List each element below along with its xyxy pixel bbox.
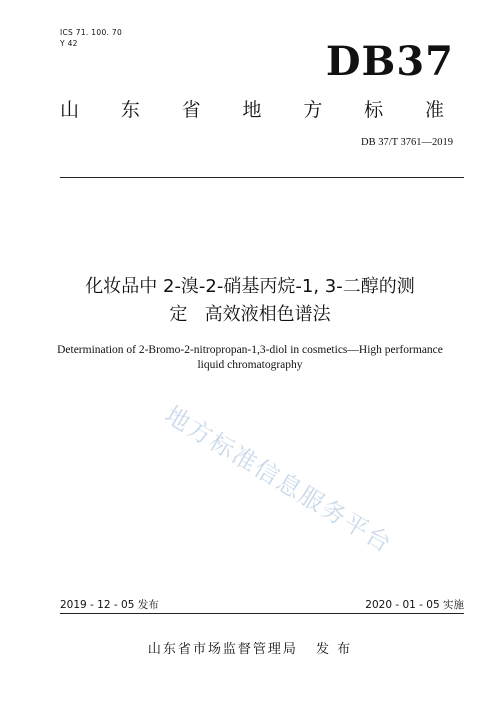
- chinese-title: [40, 273, 460, 329]
- english-title-line-1: Determination of 2-Bromo-2-nitropropan-1,3-diol in cosmetics—High performance: [57, 344, 443, 356]
- standard-type-char: 标: [364, 99, 384, 121]
- standard-type-char: 地: [242, 99, 262, 121]
- standard-type-char: 东: [120, 99, 140, 121]
- standard-type-char: 山: [60, 99, 80, 121]
- top-divider: [60, 177, 464, 178]
- standard-number: DB 37/T 3761—2019: [361, 137, 453, 148]
- standard-type-char: 准: [424, 99, 444, 121]
- watermark: 地方标准信息服务平台: [160, 400, 398, 559]
- bottom-divider: [60, 613, 464, 614]
- standard-type-char: 方: [303, 99, 323, 121]
- ics-code: ICS 71. 100. 70: [60, 28, 123, 37]
- issue-date: 2019 - 12 - 05 发布: [60, 599, 159, 611]
- publish-label: 发 布: [315, 642, 353, 657]
- db-logo: DB37: [325, 38, 454, 85]
- english-title-line-2: liquid chromatography: [197, 359, 303, 371]
- standard-type-char: 省: [181, 99, 201, 121]
- authority-name: 山东省市场监督管理局: [147, 642, 298, 657]
- english-title: [40, 343, 460, 373]
- ccs-code: Y 42: [60, 39, 78, 48]
- implementation-date: 2020 - 01 - 05 实施: [365, 599, 464, 611]
- standard-type-heading: [60, 98, 444, 122]
- classification-codes: [60, 27, 122, 49]
- chinese-title-line-1: 化妆品中 2-溴-2-硝基丙烷-1, 3-二醇的测: [85, 276, 415, 297]
- issuing-authority: [0, 641, 500, 659]
- chinese-title-line-2: 定 高效液相色谱法: [169, 304, 331, 325]
